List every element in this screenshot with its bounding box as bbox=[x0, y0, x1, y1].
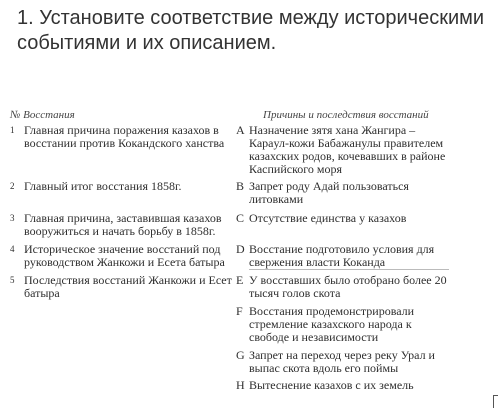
left-item-number: 2 bbox=[10, 181, 15, 191]
right-column-header: Причины и последствия восстаний bbox=[263, 109, 429, 121]
left-item-text: Последствия восстаний Жанкожи и Есет батыра bbox=[24, 273, 232, 300]
right-item-text: Запрет на переход через реку Урал и выпас скота вдоль его поймы bbox=[249, 348, 435, 375]
left-item-text: Историческое значение восстаний под руководством Жанкожи и Есета батыра bbox=[24, 242, 225, 269]
right-item-text: Назначение зятя хана Жангира – Карaул-кожи Бабажанулы правителем казахских родов, кочевавших в районе Каспийского моря bbox=[249, 123, 446, 176]
right-item-text: Вытеснение казахов с их земель bbox=[249, 378, 414, 392]
right-item-letter: H bbox=[236, 378, 245, 392]
right-item-letter: A bbox=[236, 123, 245, 137]
left-item-number: 1 bbox=[10, 125, 15, 135]
right-item-letter: B bbox=[236, 179, 245, 193]
right-item-letter: F bbox=[236, 304, 243, 318]
right-item-text: У восставших было отобрано более 20 тысяч голов скота bbox=[249, 273, 447, 300]
left-item-number: 3 bbox=[10, 213, 15, 223]
right-item-letter: C bbox=[236, 211, 245, 225]
right-item-text: Отсутствие единства у казахов bbox=[249, 211, 407, 225]
left-item-text: Главная причина, заставившая казахов вооружиться и начать борьбу в 1858г. bbox=[24, 211, 222, 238]
left-item-number: 5 bbox=[10, 275, 15, 285]
right-item-text: Восстание подготовило условия для свержения власти Коканда bbox=[249, 243, 449, 270]
task-title: 1. Установите соответствие между историческими событиями и их описанием. bbox=[17, 7, 485, 54]
right-item-letter: G bbox=[236, 348, 245, 362]
left-item-text: Главный итог восстания 1858г. bbox=[24, 179, 182, 193]
right-item-letter: D bbox=[236, 242, 245, 256]
right-item-text: Запрет роду Адай пользоваться литовками bbox=[249, 179, 409, 206]
left-item-text: Главная причина поражения казахов в восстании против Кокандского ханства bbox=[24, 123, 225, 150]
left-column-header: № Восстания bbox=[10, 109, 75, 121]
left-item-number: 4 bbox=[10, 244, 15, 254]
right-item-letter: E bbox=[236, 273, 244, 287]
corner-bracket-mark bbox=[493, 395, 498, 408]
right-item-text: Восстания продемонстрировали стремление казахского народа к свободе и независимости bbox=[249, 304, 415, 344]
